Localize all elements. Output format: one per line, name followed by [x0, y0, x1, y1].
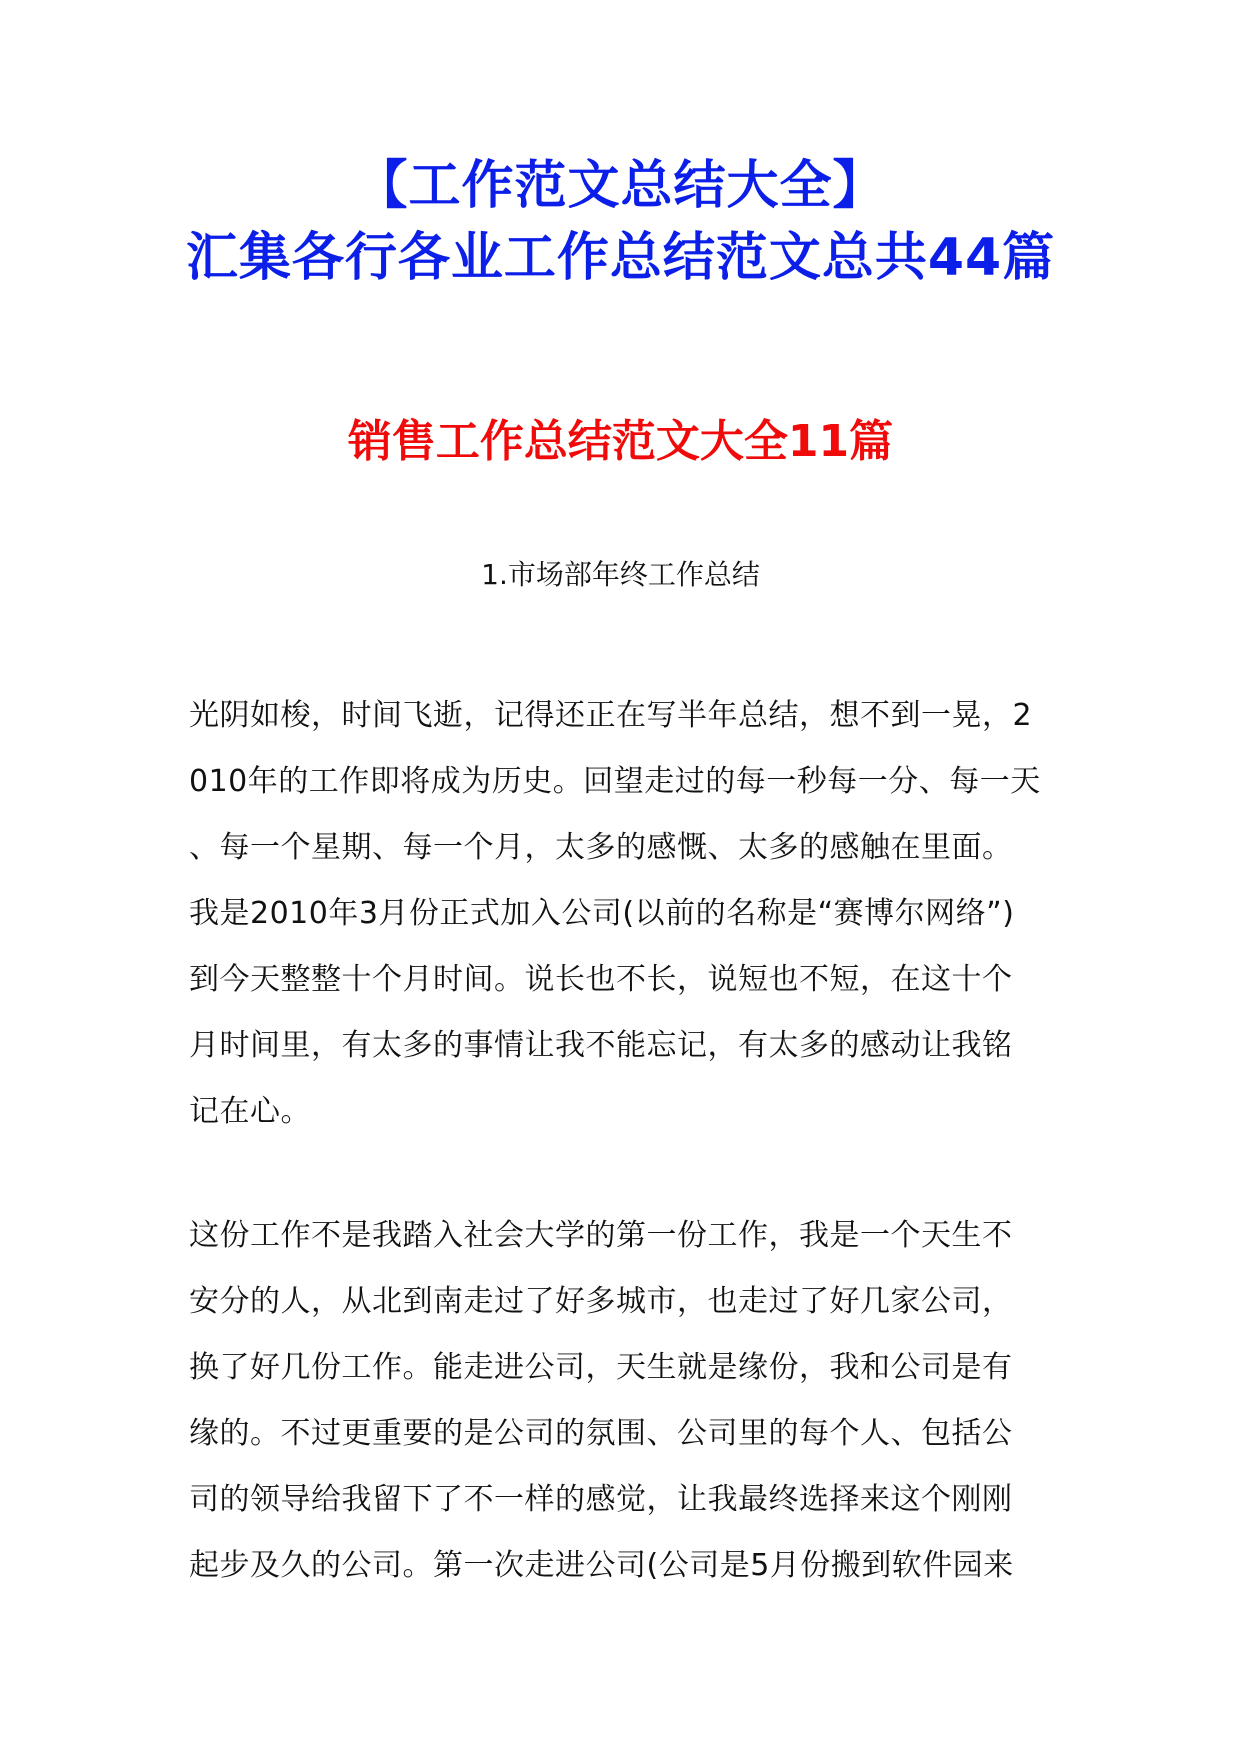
- paragraph-line: 安分的人，从北到南走过了好多城市，也走过了好几家公司，: [189, 1284, 1013, 1319]
- paragraph-line: 换了好几份工作。能走进公司，天生就是缘份，我和公司是有: [189, 1350, 1013, 1385]
- paragraph-line: 光阴如梭，时间飞逝，记得还正在写半年总结，想不到一晃，2: [189, 698, 1033, 733]
- document-title-line-2: 汇集各行各业工作总结范文总共44篇: [185, 228, 1056, 288]
- paragraph-line: 司的领导给我留下了不一样的感觉，让我最终选择来这个刚刚: [189, 1482, 1013, 1517]
- paragraph-2: [189, 1203, 1059, 1599]
- article-title: 1.市场部年终工作总结: [481, 558, 760, 591]
- section-title: 销售工作总结范文大全11篇: [347, 416, 894, 467]
- document-title-line-1: 【工作范文总结大全】: [355, 156, 886, 216]
- paragraph-line: 、每一个星期、每一个月，太多的感慨、太多的感触在里面。: [189, 830, 1013, 865]
- paragraph-line: 起步及久的公司。第一次走进公司(公司是5月份搬到软件园来: [189, 1548, 1014, 1583]
- document-title-block: [0, 150, 1241, 294]
- paragraph-line: 记在心。: [189, 1094, 311, 1129]
- paragraph-line: 我是2010年3月份正式加入公司(以前的名称是“赛博尔网络”): [189, 896, 1015, 931]
- paragraph-line: 到今天整整十个月时间。说长也不长，说短也不短，在这十个: [189, 962, 1013, 997]
- paragraph-line: 这份工作不是我踏入社会大学的第一份工作，我是一个天生不: [189, 1218, 1013, 1253]
- paragraph-line: 缘的。不过更重要的是公司的氛围、公司里的每个人、包括公: [189, 1416, 1013, 1451]
- paragraph-line: 月时间里，有太多的事情让我不能忘记，有太多的感动让我铭: [189, 1028, 1013, 1063]
- paragraph-1: [189, 683, 1059, 1145]
- paragraph-line: 010年的工作即将成为历史。回望走过的每一秒每一分、每一天: [189, 764, 1041, 799]
